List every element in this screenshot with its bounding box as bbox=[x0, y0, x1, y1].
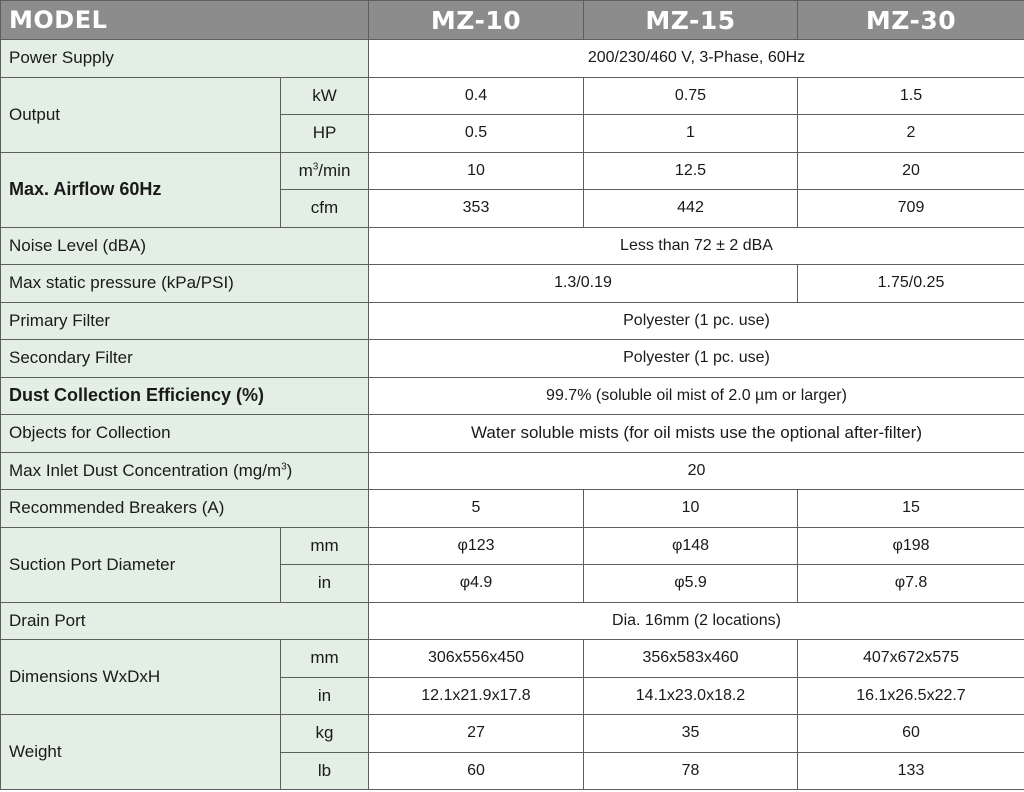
model-mz-15-header: MZ-15 bbox=[584, 1, 798, 40]
suction-mm-mz-10: φ123 bbox=[369, 527, 584, 565]
model-mz-30-header: MZ-30 bbox=[798, 1, 1024, 40]
output-kw-unit: kW bbox=[281, 77, 369, 115]
objects-row bbox=[1, 415, 1024, 453]
power-supply-value: 200/230/460 V, 3-Phase, 60Hz bbox=[369, 40, 1024, 78]
efficiency-value: 99.7% (soluble oil mist of 2.0 µm or larger) bbox=[369, 377, 1024, 415]
drain-value: Dia. 16mm (2 locations) bbox=[369, 602, 1024, 640]
airflow-label: Max. Airflow 60Hz bbox=[1, 152, 281, 227]
static-pressure-mz-30: 1.75/0.25 bbox=[798, 265, 1024, 303]
primary-filter-row bbox=[1, 302, 1024, 340]
header-row bbox=[1, 1, 1024, 40]
inlet-dust-label-tail: ) bbox=[286, 460, 293, 480]
inlet-dust-label bbox=[1, 452, 369, 490]
dimensions-mm-mz-30: 407x672x575 bbox=[798, 640, 1024, 678]
airflow-m3-mz-30: 20 bbox=[798, 152, 1024, 190]
primary-filter-label: Primary Filter bbox=[1, 302, 369, 340]
drain-row bbox=[1, 602, 1024, 640]
weight-lb-mz-10: 60 bbox=[369, 752, 584, 790]
model-header: MODEL bbox=[1, 1, 369, 40]
output-kw-mz-10: 0.4 bbox=[369, 77, 584, 115]
breakers-mz-10: 5 bbox=[369, 490, 584, 528]
secondary-filter-value: Polyester (1 pc. use) bbox=[369, 340, 1024, 378]
weight-kg-mz-15: 35 bbox=[584, 715, 798, 753]
output-hp-mz-15: 1 bbox=[584, 115, 798, 153]
efficiency-row bbox=[1, 377, 1024, 415]
inlet-dust-row bbox=[1, 452, 1024, 490]
suction-label: Suction Port Diameter bbox=[1, 527, 281, 602]
airflow-m3-mz-10: 10 bbox=[369, 152, 584, 190]
suction-in-mz-10: φ4.9 bbox=[369, 565, 584, 603]
power-supply-label: Power Supply bbox=[1, 40, 369, 78]
power-supply-row bbox=[1, 40, 1024, 78]
airflow-m3-unit-base: m bbox=[298, 160, 313, 180]
dimensions-mm-row bbox=[1, 640, 1024, 678]
inlet-dust-label-sup: 3 bbox=[281, 461, 287, 473]
dimensions-in-mz-30: 16.1x26.5x22.7 bbox=[798, 677, 1024, 715]
weight-label: Weight bbox=[1, 715, 281, 790]
breakers-row bbox=[1, 490, 1024, 528]
output-kw-mz-30: 1.5 bbox=[798, 77, 1024, 115]
objects-label: Objects for Collection bbox=[1, 415, 369, 453]
dimensions-mm-unit: mm bbox=[281, 640, 369, 678]
dimensions-mm-mz-10: 306x556x450 bbox=[369, 640, 584, 678]
model-mz-10-header: MZ-10 bbox=[369, 1, 584, 40]
dimensions-mm-mz-15: 356x583x460 bbox=[584, 640, 798, 678]
weight-kg-row bbox=[1, 715, 1024, 753]
dimensions-label: Dimensions WxDxH bbox=[1, 640, 281, 715]
breakers-mz-15: 10 bbox=[584, 490, 798, 528]
efficiency-label: Dust Collection Efficiency (%) bbox=[1, 377, 369, 415]
output-hp-unit: HP bbox=[281, 115, 369, 153]
weight-kg-unit: kg bbox=[281, 715, 369, 753]
weight-lb-mz-30: 133 bbox=[798, 752, 1024, 790]
static-pressure-label: Max static pressure (kPa/PSI) bbox=[1, 265, 369, 303]
airflow-m3-unit bbox=[281, 152, 369, 190]
dimensions-in-unit: in bbox=[281, 677, 369, 715]
suction-in-unit: in bbox=[281, 565, 369, 603]
inlet-dust-value: 20 bbox=[369, 452, 1024, 490]
weight-kg-mz-10: 27 bbox=[369, 715, 584, 753]
output-kw-row bbox=[1, 77, 1024, 115]
static-pressure-row bbox=[1, 265, 1024, 303]
breakers-mz-30: 15 bbox=[798, 490, 1024, 528]
suction-mm-mz-30: φ198 bbox=[798, 527, 1024, 565]
primary-filter-value: Polyester (1 pc. use) bbox=[369, 302, 1024, 340]
weight-lb-mz-15: 78 bbox=[584, 752, 798, 790]
weight-lb-unit: lb bbox=[281, 752, 369, 790]
inlet-dust-label-text: Max Inlet Dust Concentration (mg/m bbox=[9, 460, 282, 480]
suction-mm-row bbox=[1, 527, 1024, 565]
airflow-m3-mz-15: 12.5 bbox=[584, 152, 798, 190]
suction-mm-unit: mm bbox=[281, 527, 369, 565]
secondary-filter-row bbox=[1, 340, 1024, 378]
noise-row bbox=[1, 227, 1024, 265]
suction-in-mz-15: φ5.9 bbox=[584, 565, 798, 603]
secondary-filter-label: Secondary Filter bbox=[1, 340, 369, 378]
airflow-cfm-mz-15: 442 bbox=[584, 190, 798, 228]
drain-label: Drain Port bbox=[1, 602, 369, 640]
suction-mm-mz-15: φ148 bbox=[584, 527, 798, 565]
weight-kg-mz-30: 60 bbox=[798, 715, 1024, 753]
airflow-m3-row bbox=[1, 152, 1024, 190]
output-kw-mz-15: 0.75 bbox=[584, 77, 798, 115]
airflow-cfm-unit: cfm bbox=[281, 190, 369, 228]
objects-value: Water soluble mists (for oil mists use the optional after-filter) bbox=[369, 415, 1024, 453]
output-hp-mz-30: 2 bbox=[798, 115, 1024, 153]
airflow-cfm-mz-30: 709 bbox=[798, 190, 1024, 228]
dimensions-in-mz-15: 14.1x23.0x18.2 bbox=[584, 677, 798, 715]
airflow-m3-unit-sup: 3 bbox=[312, 161, 319, 173]
breakers-label: Recommended Breakers (A) bbox=[1, 490, 369, 528]
output-label: Output bbox=[1, 77, 281, 152]
airflow-cfm-mz-10: 353 bbox=[369, 190, 584, 228]
static-pressure-mz-10-15: 1.3/0.19 bbox=[369, 265, 798, 303]
output-hp-mz-10: 0.5 bbox=[369, 115, 584, 153]
noise-value: Less than 72 ± 2 dBA bbox=[369, 227, 1024, 265]
airflow-m3-unit-tail: /min bbox=[318, 160, 351, 180]
dimensions-in-mz-10: 12.1x21.9x17.8 bbox=[369, 677, 584, 715]
noise-label: Noise Level (dBA) bbox=[1, 227, 369, 265]
suction-in-mz-30: φ7.8 bbox=[798, 565, 1024, 603]
